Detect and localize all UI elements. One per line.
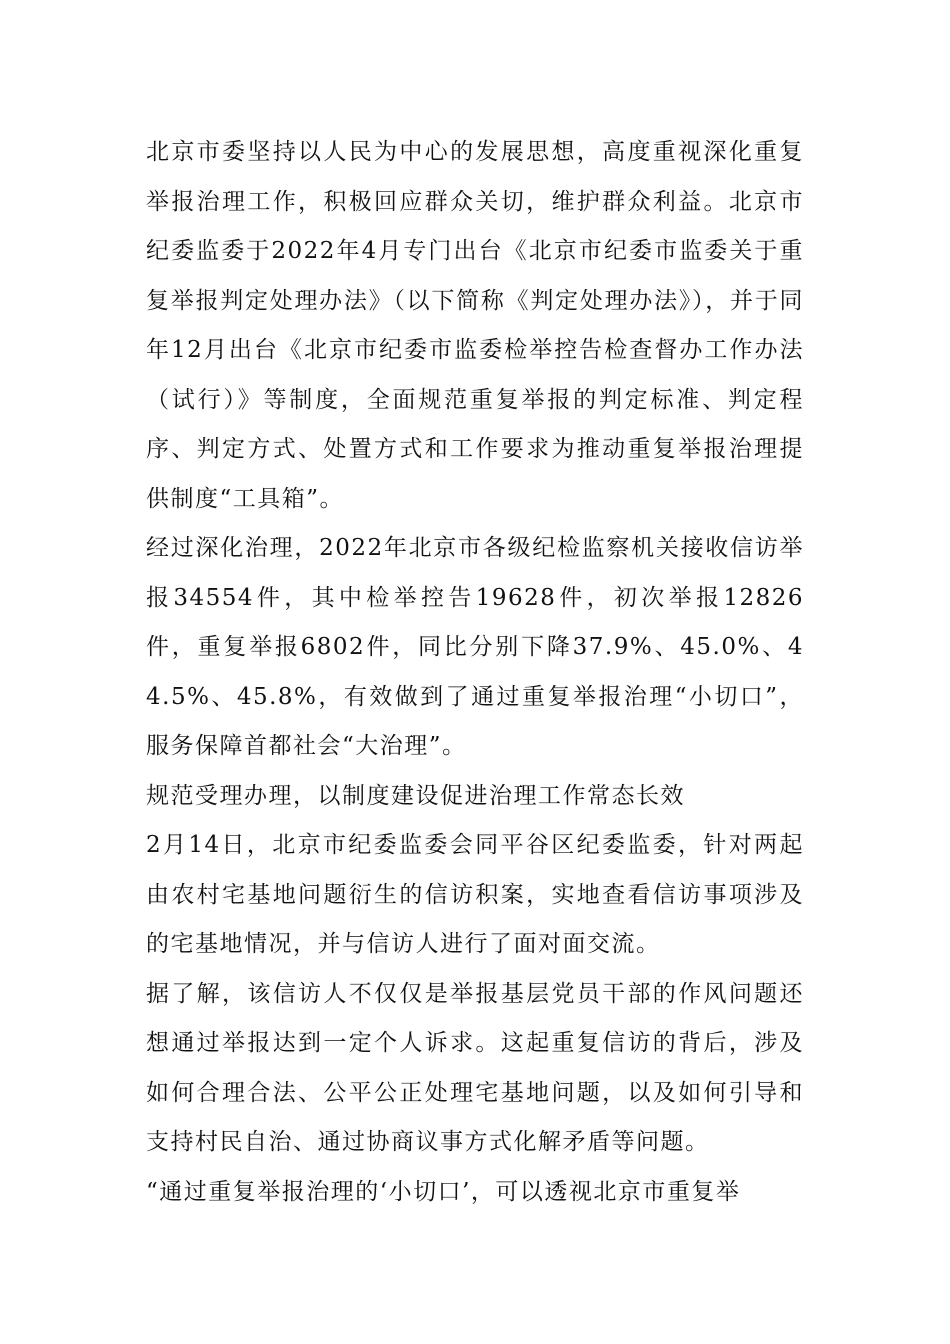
paragraph-case-visit: 2月14日，北京市纪委监委会同平谷区纪委监委，针对两起由农村宅基地问题衍生的信访积案，实地查看信访事项涉及的宅基地情况，并与信访人进行了面对面交流。: [146, 832, 804, 957]
section-heading: 规范受理办理，以制度建设促进治理工作常态长效: [146, 782, 685, 809]
paragraph-case-analysis: 据了解，该信访人不仅仅是举报基层党员干部的作风问题还想通过举报达到一定个人诉求。这起重复信访的背后，涉及如何合理合法、公平公正处理宅基地问题，以及如何引导和支持村民自治、通过协商议事方式化解矛盾等问题。: [146, 980, 804, 1155]
paragraph-policy: 北京市委坚持以人民为中心的发展思想，高度重视深化重复举报治理工作，积极回应群众关切，维护群众利益。北京市纪委监委于2022年4月专门出台《北京市纪委市监委关于重复举报判定处理办法》（以下简称《判定处理办法》），并于同年12月出台《北京市纪委市监委检举控告检查督办工作办法（试行）》等制度，全面规范重复举报的判定标准、判定程序、判定方式、处置方式和工作要求为推动重复举报治理提供制度“工具箱”。: [146, 139, 804, 512]
document-body: [146, 128, 804, 1217]
paragraph-quote: “通过重复举报治理的‘小切口’，可以透视北京市重复举: [146, 1178, 741, 1205]
paragraph-statistics: 经过深化治理，2022年北京市各级纪检监察机关接收信访举报34554件，其中检举控告19628件，初次举报12826件，重复举报6802件，同比分别下降37.9%、45.0%、44.5%、45.8%，有效做到了通过重复举报治理“小切口”，服务保障首都社会“大治理”。: [146, 535, 804, 759]
